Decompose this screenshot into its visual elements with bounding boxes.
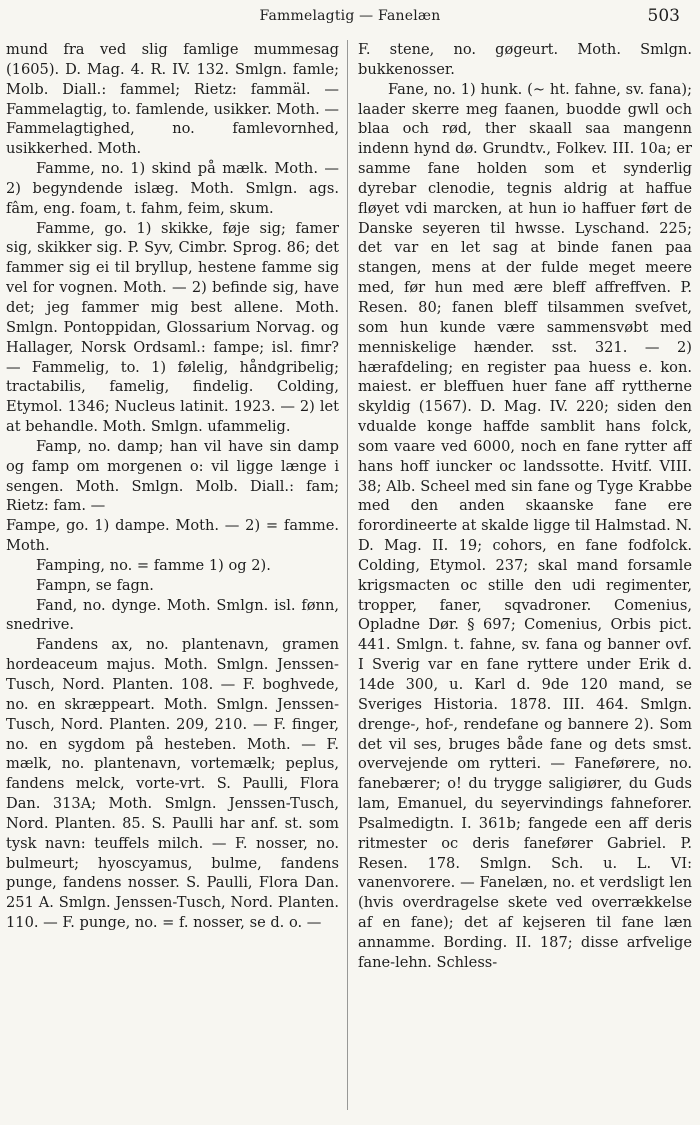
entry-paragraph: Fand, no. dynge. Moth. Smlgn. isl. fønn, snedrive.	[6, 596, 339, 634]
entry-paragraph: Fampn, se fagn.	[36, 576, 154, 594]
column-divider	[347, 40, 348, 1110]
running-head: Fammelagtig — Fanelæn	[259, 8, 441, 24]
entry-paragraph: F. stene, no. gøgeurt. Moth. Smlgn. bukkenosser.	[358, 41, 692, 78]
entry-paragraph: Fane, no. 1) hunk. (∼ ht. fahne, sv. fana); laader skerre meg faanen, buodde gwll och blaa och rød, ther skaall saa mangenn indenn hynd dø. Grundtv., Folkev. III. 10a; er samme fane holden som et synderlig dyrebar clenodie, tegnis aldrig at haffue fløyet vdi marcken, at hun io haffuer ført de Danske seyeren til hwsse. Lyschand. 225; det var en let sag at binde fanen paa stangen, mens at der fulde meget meere med, før hun med ære bleff affreffven. P. Resen. 80; fanen bleff tilsammen sveſvet, som hun kunde være sammensvøbt med menniskelige hænder. sst. 321. — 2) hærafdeling; en register paa huess e. kon. maiest. er bleffuen huer fane aff ryttherne skyldig (1567). D. Mag. IV. 220; siden den vdualde konge haffde samblit hans folck, som vaare ved 6000, noch en fane rytter aff hans hoff iuncker oc landssotte. Hvitf. VIII. 38; Alb. Scheel med sin fane og Tyge Krabbe med den anden skaanske fane ere forordineerte at skalde ligge til Halmstad. N. D. Mag. II. 19; cohors, en fane fodfolck. Colding, Etymol. 237; skal mand forsamle krigsmacten oc stille den udi regimenter, tropper, faner, sqvadroner. Comenius, Opladne Dør. § 697; Comenius, Orbis pict. 441. Smlgn. t. fahne, sv. fana og banner ovf. I Sverig var en fane ryttere under Erik d. 14de 300, u. Karl d. 9de 120 mand, se Sveriges Historia. 1878. III. 464. Smlgn. drenge-, hof-, rendefane og bannere 2). Som det vil ses, bruges både fane og dets smst. overvejende om rytteri. — Faneførere, no. fanebærer; o! du trygge saligiører, du Guds lam, Emanuel, du seyervindings fahneforer. Psalmedigtn. I. 361b; fangede een aff deris ritmester oc deris fanefører Gabriel. P. Resen. 178. Smlgn. Sch. u. L. VI: vanenvorere. — Fanelæn, no. et verdsligt len (hvis overdragelse skete ved overrækkelse af en fane); det af kejseren til fane læn annamme. Bording. II. 187; disse arfvelige fane-lehn. Schless-	[358, 80, 692, 971]
entry-paragraph: Fandens ax, no. plantenavn, gramen hordeaceum majus. Moth. Smlgn. Jenssen-Tusch, Nord. Planten. 108. — F. boghvede, no. en skræppeart. Moth. Smlgn. Jenssen-Tusch, Nord. Planten. 209, 210. — F. finger, no. en sygdom på hesteben. Moth. — F. mælk, no. plantenavn, vortemælk; peplus, fandens melck, vorte-vrt. S. Paulli, Flora Dan. 313A; Moth. Smlgn. Jenssen-Tusch, Nord. Planten. 85. S. Paulli har anf. st. som tysk navn: teuffels milch. — F. nosser, no. bulmeurt; hyoscyamus, bulme, fandens punge, fandens nosser. S. Paulli, Flora Dan. 251 A. Smlgn. Jenssen-Tusch, Nord. Planten. 110. — F. punge, no. = f. nosser, se d. o. —	[6, 636, 339, 932]
entry-paragraph: Famme, go. 1) skikke, føje sig; famer sig, skikker sig. P. Syv, Cimbr. Sprog. 86; det fammer sig ei til bryllup, hestene famme sig vel for vognen. Moth. — 2) befinde sig, have det; jeg fammer mig best allene. Moth. Smlgn. Pontoppidan, Glossarium Norvag. og Hallager, Norsk Ordsaml.: fampe; isl. fimr? — Fammelig, to. 1) følelig, håndgribelig; tractabilis, famelig, findelig. Colding, Etymol. 1346; Nucleus latinit. 1923. — 2) let at behandle. Moth. Smlgn. ufammelig.	[6, 219, 339, 436]
left-column	[6, 40, 339, 1115]
right-column	[358, 40, 692, 1115]
entry-paragraph: Fampe, go. 1) dampe. Moth. — 2) = famme. Moth.	[6, 517, 339, 555]
entry-paragraph: Famp, no. damp; han vil have sin damp og famp om morgenen o: vil ligge længe i sengen. Moth. Smlgn. Molb. Diall.: fam; Rietz: fam. —	[6, 437, 339, 515]
entry-paragraph: Famping, no. = famme 1) og 2).	[36, 556, 271, 574]
entry-paragraph: Famme, no. 1) skind på mælk. Moth. — 2) begyndende islæg. Moth. Smlgn. ags. fâm, eng. foam, t. fahm, feim, skum.	[6, 160, 339, 217]
page-header	[0, 8, 700, 30]
entry-paragraph: mund fra ved slig famlige mummesag (1605). D. Mag. 4. R. IV. 132. Smlgn. famle; Molb. Diall.: fammel; Rietz: fammäl. — Fammelagtig, to. famlende, usikker. Moth. — Fammelagtighed, no. famlevornhed, usikkerhed. Moth.	[6, 41, 339, 158]
page-number: 503	[647, 6, 680, 26]
